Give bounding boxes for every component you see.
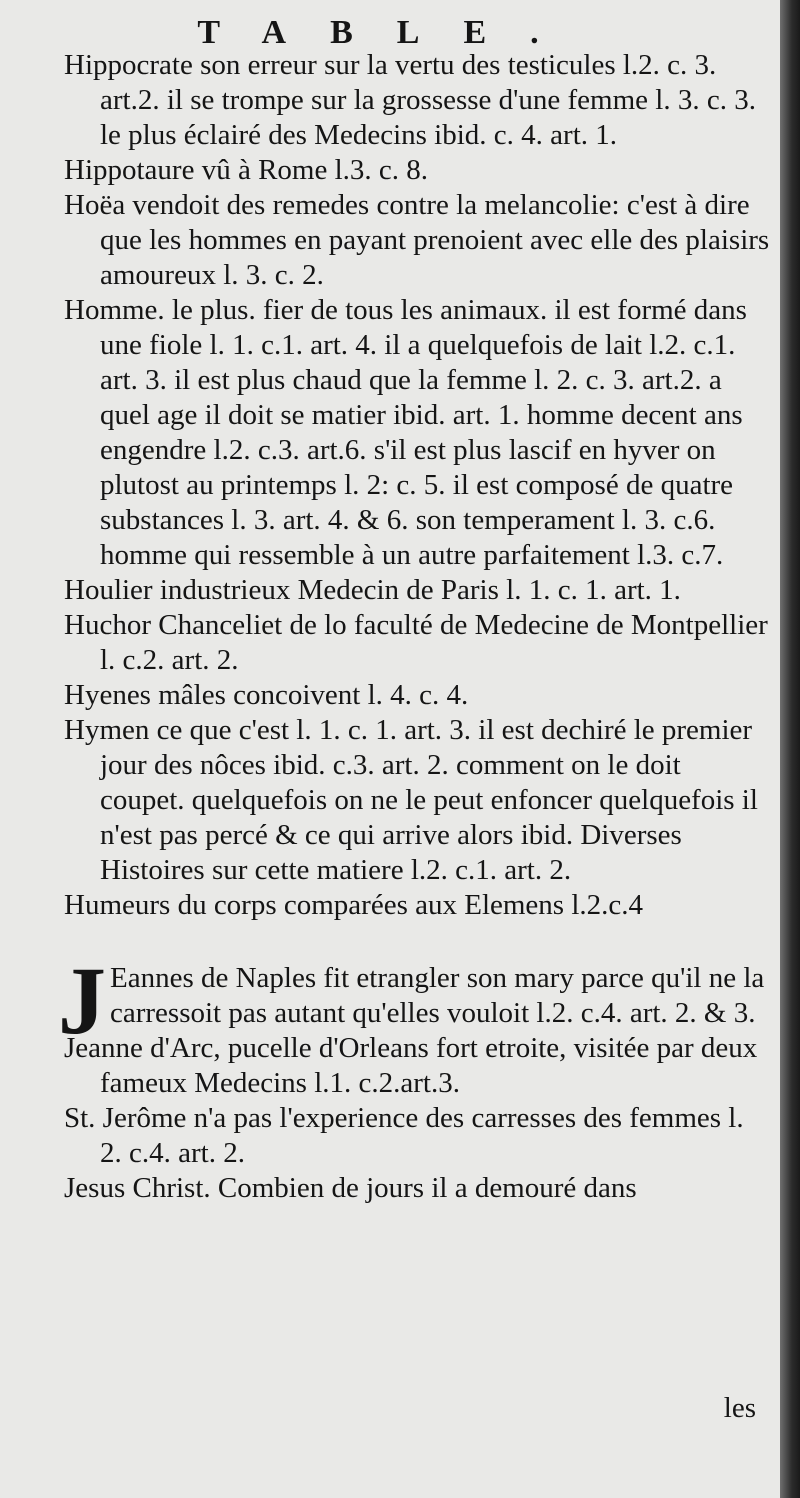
index-entry: St. Jerôme n'a pas l'experience des carresses des femmes l. 2. c.4. art. 2.: [64, 1102, 744, 1169]
index-entry: Humeurs du corps comparées aux Elemens l.2.c.4: [64, 889, 644, 921]
index-entry: Jeanne d'Arc, pucelle d'Orleans fort etroite, visitée par deux fameux Medecins l.1. c.2.art.3.: [64, 1032, 758, 1099]
page-edge-shadow: [780, 0, 800, 1498]
index-entry: Jesus Christ. Combien de jours il a demouré dans: [64, 1172, 637, 1204]
index-entry: Hippocrate son erreur sur la vertu des testicules l.2. c. 3. art.2. il se trompe sur la grossesse d'une femme l. 3. c. 3. le plus éclairé des Medecins ibid. c. 4. art. 1.: [64, 49, 756, 151]
index-entry-text: Eannes de Naples fit etrangler son mary parce qu'il ne la carressoit pas autant qu'elles vouloit l.2. c.4. art. 2. & 3.: [110, 962, 765, 1029]
index-entry: Hyenes mâles concoivent l. 4. c. 4.: [64, 679, 469, 711]
catchword: les: [723, 1392, 756, 1424]
index-entry: Hymen ce que c'est l. 1. c. 1. art. 3. il est dechiré le premier jour des nôces ibid. c.3. art. 2. comment on le doit coupet. quelquefois on ne le peut enfoncer quelquefois il n'est pas percé & ce qui arrive alors ibid. Diverses Histoires sur cette matiere l.2. c.1. art. 2.: [64, 714, 758, 886]
index-entry: Hippotaure vû à Rome l.3. c. 8.: [64, 154, 429, 186]
index-entry-j-first: [58, 947, 770, 1054]
drop-cap-letter: J: [58, 947, 106, 1054]
index-entry: Houlier industrieux Medecin de Paris l. 1. c. 1. art. 1.: [64, 574, 681, 606]
index-entry: Hoëa vendoit des remedes contre la melancolie: c'est à dire que les hommes en payant prenoient avec elle des plaisirs amoureux l. 3. c. 2.: [64, 189, 770, 291]
index-entries: [58, 48, 770, 1206]
index-entry: Homme. le plus. fier de tous les animaux. il est formé dans une fiole l. 1. c.1. art. 4. il a quelquefois de lait l.2. c.1. art. 3. il est plus chaud que la femme l. 2. c. 3. art.2. a quel age il doit se matier ibid. art. 1. homme decent ans engendre l.2. c.3. art.6. s'il est plus lascif en hyver on plutost au printemps l. 2: c. 5. il est composé de quatre substances l. 3. art. 4. & 6. son temperament l. 3. c.6. homme qui ressemble à un autre parfaitement l.3. c.7.: [64, 294, 747, 571]
running-header: TABLE.: [197, 14, 583, 51]
index-entry: Huchor Chanceliet de lo faculté de Medecine de Montpellier l. c.2. art. 2.: [64, 609, 768, 676]
